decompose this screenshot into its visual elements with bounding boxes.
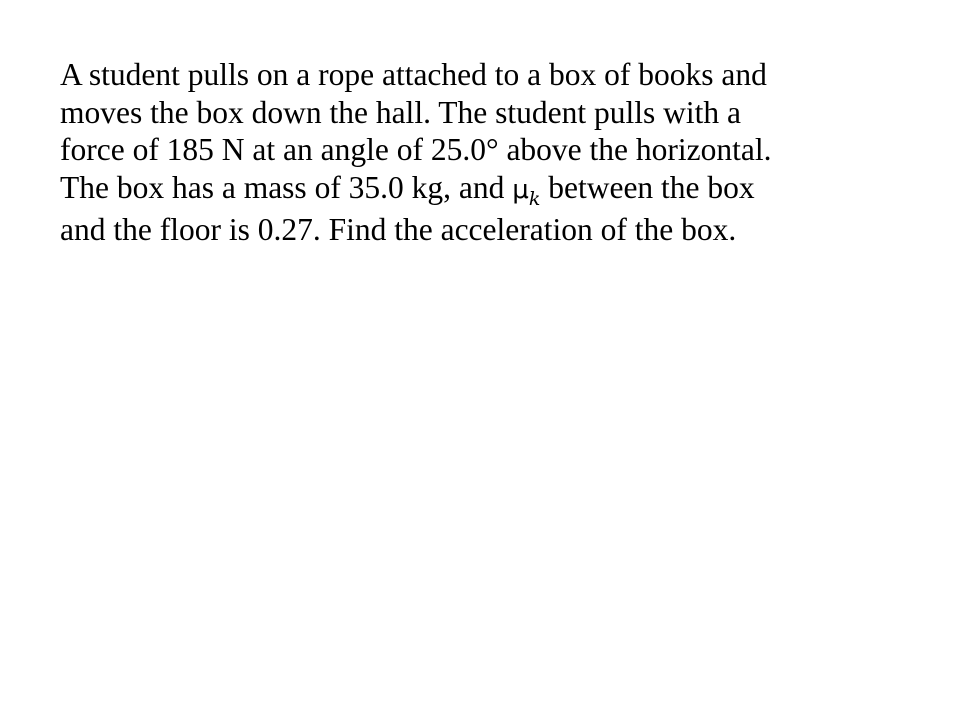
problem-line-3: force of 185 N at an angle of 25.0° above the horizontal. [60, 132, 772, 167]
problem-line-4 [60, 169, 920, 212]
problem-line-4-start: The box has a mass of 35.0 kg, and [60, 169, 513, 205]
problem-line-4-end: between the box [540, 169, 755, 205]
problem-line-5: and the floor is 0.27. Find the acceleration of the box. [60, 212, 737, 247]
problem-line-2: moves the box down the hall. The student pulls with a [60, 94, 741, 130]
friction-coefficient-symbol: μ [512, 174, 529, 205]
problem-line-1: A student pulls on a rope attached to a box of books and [60, 57, 767, 92]
problem-statement [60, 56, 920, 249]
friction-coefficient-subscript: k [528, 187, 541, 210]
